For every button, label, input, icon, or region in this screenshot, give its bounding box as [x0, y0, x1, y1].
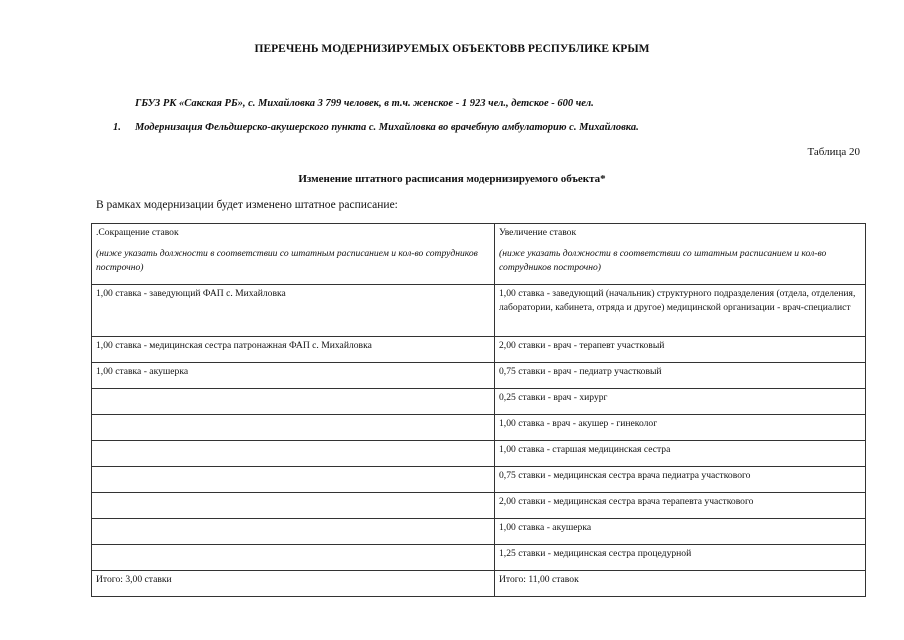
table-header-row [92, 224, 866, 285]
organization-line: ГБУЗ РК «Сакская РБ», с. Михайловка 3 799 человек, в т.ч. женское - 1 923 чел., детское - 600 чел. [135, 98, 594, 109]
table-subtitle: Изменение штатного расписания модернизируемого объекта* [298, 173, 606, 185]
increase-total: Итого: 11,00 ставок [495, 571, 866, 597]
item-number: 1. [113, 122, 121, 133]
reduction-total: Итого: 3,00 ставки [92, 571, 495, 597]
reduction-cell [92, 441, 495, 467]
reduction-cell [92, 519, 495, 545]
increase-cell: 2,00 ставки - медицинская сестра врача терапевта участкового [495, 493, 866, 519]
reduction-header: .Сокращение ставок [96, 227, 179, 238]
table-row [92, 285, 866, 337]
reduction-cell [92, 467, 495, 493]
intro-text: В рамках модернизации будет изменено штатное расписание: [96, 199, 398, 211]
table-number: Таблица 20 [807, 146, 860, 158]
staff-schedule-table [91, 223, 866, 597]
increase-cell: 1,00 ставка - старшая медицинская сестра [495, 441, 866, 467]
increase-cell: 0,75 ставки - врач - педиатр участковый [495, 363, 866, 389]
reduction-note: (ниже указать должности в соответствии со штатным расписанием и кол-во сотрудников построчно) [96, 248, 478, 273]
table-row [92, 337, 866, 363]
increase-cell: 1,00 ставка - заведующий (начальник) структурного подразделения (отдела, отделения, лаборатории, кабинета, отряда и другое) медицинской организации - врач-специалист [495, 285, 866, 337]
increase-note: (ниже указать должности в соответствии со штатным расписанием и кол-во сотрудников построчно) [499, 248, 827, 273]
table-row [92, 545, 866, 571]
reduction-cell: 1,00 ставка - медицинская сестра патронажная ФАП с. Михайловка [92, 337, 495, 363]
increase-header: Увеличение ставок [499, 227, 577, 238]
reduction-cell [92, 415, 495, 441]
increase-cell: 0,75 ставки - медицинская сестра врача педиатра участкового [495, 467, 866, 493]
reduction-cell [92, 493, 495, 519]
reduction-header-cell [92, 224, 495, 285]
reduction-cell [92, 545, 495, 571]
increase-cell: 0,25 ставки - врач - хирург [495, 389, 866, 415]
table-row [92, 493, 866, 519]
item-text: Модернизация Фельдшерско-акушерского пункта с. Михайловка во врачебную амбулаторию с. Михайловка. [135, 122, 639, 133]
increase-cell: 1,25 ставки - медицинская сестра процедурной [495, 545, 866, 571]
increase-header-cell [495, 224, 866, 285]
document-title: ПЕРЕЧЕНЬ МОДЕРНИЗИРУЕМЫХ ОБЪЕКТОВВ РЕСПУБЛИКЕ КРЫМ [254, 43, 650, 55]
table-total-row [92, 571, 866, 597]
reduction-cell: 1,00 ставка - заведующий ФАП с. Михайловка [92, 285, 495, 337]
table-row [92, 467, 866, 493]
table-row [92, 441, 866, 467]
reduction-cell: 1,00 ставка - акушерка [92, 363, 495, 389]
reduction-cell [92, 389, 495, 415]
increase-cell: 1,00 ставка - акушерка [495, 519, 866, 545]
table-row [92, 415, 866, 441]
table-row [92, 363, 866, 389]
increase-cell: 2,00 ставки - врач - терапевт участковый [495, 337, 866, 363]
table-row [92, 389, 866, 415]
increase-cell: 1,00 ставка - врач - акушер - гинеколог [495, 415, 866, 441]
table-row [92, 519, 866, 545]
